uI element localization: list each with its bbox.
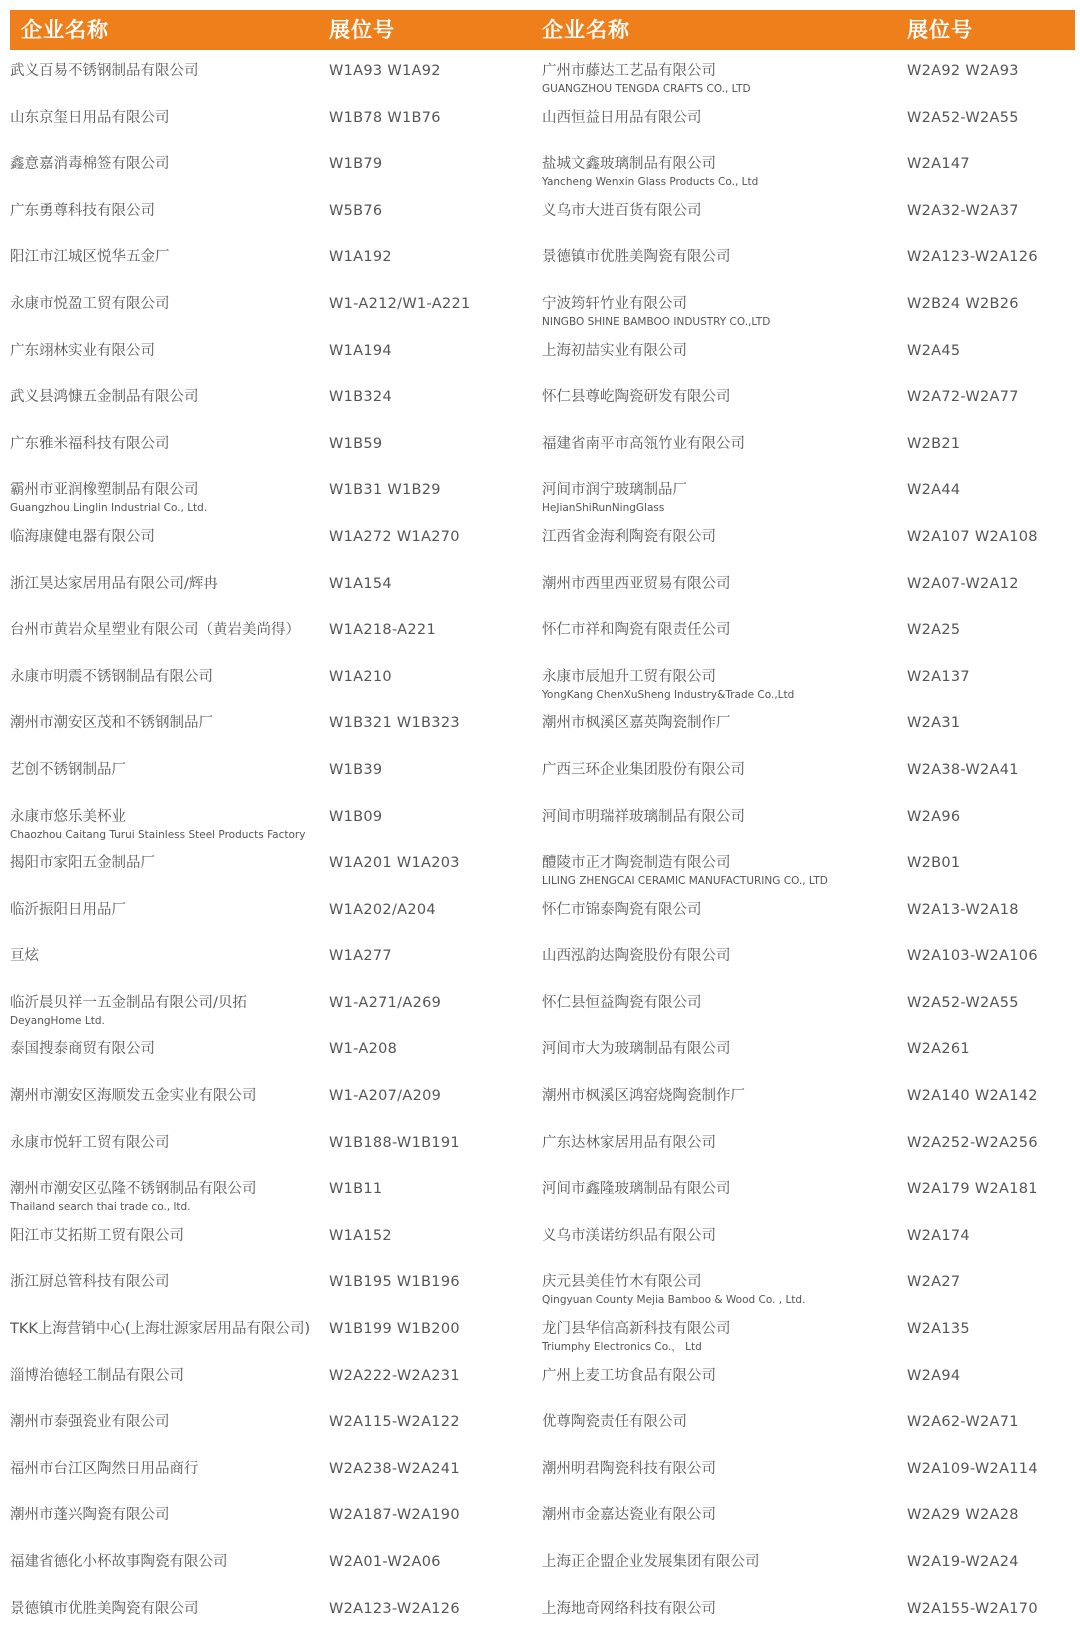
table-row <box>0 1075 1080 1122</box>
company-name-zh: 武义百易不锈钢制品有限公司 <box>10 63 199 79</box>
booth-number-right: W2A179 W2A181 <box>907 1181 1038 1198</box>
booth-number-left: W1A201 W1A203 <box>329 855 460 872</box>
booth-number-right: W2A96 <box>907 808 961 825</box>
company-name-zh: 上海地奇网络科技有限公司 <box>542 1600 716 1617</box>
company-name-zh: 上海初喆实业有限公司 <box>542 342 687 359</box>
booth-number-left: W1A277 <box>329 948 392 965</box>
company-name-left <box>10 1601 199 1617</box>
table-row <box>0 1541 1080 1588</box>
company-name-left <box>10 1228 184 1244</box>
booth-number-right: W2A62-W2A71 <box>907 1414 1019 1431</box>
header-booth-left: 展位号 <box>329 18 395 42</box>
company-name-right <box>542 1321 731 1354</box>
company-name-zh: 广东达林家居用品有限公司 <box>542 1134 716 1151</box>
company-name-zh: 浙江昊达家居用品有限公司/辉冉 <box>10 575 218 592</box>
booth-number-left: W1B39 <box>329 761 383 778</box>
table-row <box>0 236 1080 283</box>
company-name-right <box>542 622 731 638</box>
company-name-right <box>542 343 687 359</box>
company-name-en: HeJianShiRunNingGlass <box>542 502 665 515</box>
company-name-left <box>10 482 207 515</box>
booth-number-left: W1A192 <box>329 249 392 266</box>
company-name-zh: 潮州市枫溪区鸿窑烧陶瓷制作厂 <box>542 1088 745 1105</box>
booth-number-right: W2A32-W2A37 <box>907 202 1019 219</box>
booth-number-right: W2A38-W2A41 <box>907 761 1019 778</box>
company-name-zh: 潮州市金嘉达瓷业有限公司 <box>542 1507 716 1524</box>
company-name-left <box>10 343 155 359</box>
table-row <box>0 1215 1080 1262</box>
booth-number-right: W2A29 W2A28 <box>907 1507 1019 1524</box>
company-name-left <box>10 436 170 452</box>
company-name-zh: 福州市台江区陶然日用品商行 <box>10 1460 199 1477</box>
company-name-left <box>10 809 305 842</box>
company-name-left <box>10 622 300 638</box>
booth-number-right: W2A123-W2A126 <box>907 249 1038 266</box>
booth-number-left: W2A123-W2A126 <box>329 1600 460 1617</box>
company-name-zh: 盐城文鑫玻璃制品有限公司 <box>542 156 716 173</box>
booth-number-left: W1B195 W1B196 <box>329 1274 460 1291</box>
company-name-left <box>10 1041 155 1057</box>
company-name-right <box>542 1414 687 1430</box>
company-name-zh: 广东勇尊科技有限公司 <box>10 202 155 219</box>
header-company-name-right: 企业名称 <box>542 18 630 42</box>
company-name-en: YongKang ChenXuSheng Industry&Trade Co.,Ltd <box>542 688 795 701</box>
company-name-left <box>10 1088 257 1104</box>
booth-number-right: W2A252-W2A256 <box>907 1134 1038 1151</box>
table-row <box>0 1588 1080 1635</box>
company-name-right <box>542 809 745 825</box>
booth-number-right: W2A72-W2A77 <box>907 389 1019 406</box>
booth-number-left: W1A272 W1A270 <box>329 528 460 545</box>
company-name-left <box>10 110 170 126</box>
company-name-right <box>542 110 702 126</box>
company-name-left <box>10 389 199 405</box>
company-name-en: GUANGZHOU TENGDA CRAFTS CO., LTD <box>542 83 751 95</box>
company-name-zh: 义乌市大进百货有限公司 <box>542 202 702 219</box>
company-name-right <box>542 1368 716 1384</box>
company-name-left <box>10 529 155 545</box>
company-name-left <box>10 855 155 871</box>
company-name-left <box>10 63 199 79</box>
table-row <box>0 50 1080 97</box>
company-name-zh: 临沂振阳日用品厂 <box>10 901 126 918</box>
table-row <box>0 1261 1080 1308</box>
company-name-en: Qingyuan County Mejia Bamboo & Wood Co. , Ltd. <box>542 1294 806 1307</box>
table-header <box>10 10 1075 50</box>
company-name-zh: 河间市鑫隆玻璃制品有限公司 <box>542 1181 731 1198</box>
company-name-zh: 台州市黄岩众星塑业有限公司（黄岩美尚得） <box>10 622 300 639</box>
booth-number-left: W5B76 <box>329 202 383 219</box>
exhibitor-table <box>0 50 1080 1634</box>
booth-number-left: W1B09 <box>329 808 383 825</box>
booth-number-right: W2A107 W2A108 <box>907 528 1038 545</box>
company-name-left <box>10 1274 170 1290</box>
table-row <box>0 1122 1080 1169</box>
booth-number-left: W1B324 <box>329 389 392 406</box>
company-name-zh: 永康市悠乐美杯业 <box>10 808 126 825</box>
table-row <box>0 935 1080 982</box>
booth-number-left: W1A194 <box>329 342 392 359</box>
booth-number-right: W2B24 W2B26 <box>907 295 1019 312</box>
booth-number-left: W1-A208 <box>329 1041 398 1058</box>
company-name-right <box>542 249 731 265</box>
company-name-zh: 山东京玺日用品有限公司 <box>10 109 170 126</box>
table-row <box>0 842 1080 889</box>
booth-number-right: W2A94 <box>907 1367 961 1384</box>
company-name-en: DeyangHome Ltd. <box>10 1014 105 1027</box>
table-row <box>0 702 1080 749</box>
company-name-right <box>542 669 794 702</box>
header-booth-right: 展位号 <box>907 18 973 42</box>
company-name-zh: 河间市大为玻璃制品有限公司 <box>542 1041 731 1058</box>
company-name-zh: 景德镇市优胜美陶瓷有限公司 <box>10 1600 199 1617</box>
company-name-right <box>542 63 751 96</box>
company-name-zh: 潮州市蓬兴陶瓷有限公司 <box>10 1507 170 1524</box>
company-name-right <box>542 1554 760 1570</box>
booth-number-left: W1B321 W1B323 <box>329 715 460 732</box>
company-name-right <box>542 436 745 452</box>
booth-number-left: W1A218-A221 <box>329 622 436 639</box>
table-row <box>0 563 1080 610</box>
company-name-left <box>10 1554 228 1570</box>
company-name-zh: 揭阳市家阳五金制品厂 <box>10 855 155 872</box>
booth-number-right: W2A103-W2A106 <box>907 948 1038 965</box>
company-name-right <box>542 855 828 888</box>
booth-number-left: W2A01-W2A06 <box>329 1554 441 1570</box>
company-name-right <box>542 1135 716 1151</box>
booth-number-left: W1A210 <box>329 668 392 685</box>
company-name-left <box>10 1181 257 1214</box>
booth-number-left: W1B31 W1B29 <box>329 482 441 499</box>
booth-number-right: W2A92 W2A93 <box>907 63 1019 79</box>
table-row <box>0 190 1080 237</box>
booth-number-left: W2A222-W2A231 <box>329 1367 460 1384</box>
booth-number-right: W2A52-W2A55 <box>907 994 1019 1011</box>
company-name-left <box>10 1507 170 1523</box>
company-name-zh: 福建省南平市高瓴竹业有限公司 <box>542 435 745 452</box>
booth-number-right: W2A261 <box>907 1041 970 1058</box>
table-row <box>0 889 1080 936</box>
company-name-right <box>542 762 745 778</box>
table-row <box>0 982 1080 1029</box>
table-row <box>0 656 1080 703</box>
company-name-zh: 潮州市泰强瓷业有限公司 <box>10 1414 170 1431</box>
company-name-zh: 山西泓韵达陶瓷股份有限公司 <box>542 948 731 965</box>
company-name-zh: 江西省金海利陶瓷有限公司 <box>542 528 716 545</box>
company-name-en: NINGBO SHINE BAMBOO INDUSTRY CO.,LTD <box>542 315 771 328</box>
booth-number-right: W2B21 <box>907 435 961 452</box>
company-name-right <box>542 1601 716 1617</box>
company-name-left <box>10 762 126 778</box>
booth-number-right: W2A155-W2A170 <box>907 1600 1038 1617</box>
company-name-left <box>10 1135 170 1151</box>
company-name-left <box>10 576 218 592</box>
company-name-left <box>10 948 39 964</box>
booth-number-right: W2A44 <box>907 482 961 499</box>
table-row <box>0 1308 1080 1355</box>
company-name-zh: 河间市润宁玻璃制品厂 <box>542 482 687 499</box>
company-name-en: Yancheng Wenxin Glass Products Co., Ltd <box>542 176 759 189</box>
company-name-left <box>10 156 170 172</box>
table-row <box>0 423 1080 470</box>
company-name-left <box>10 1368 184 1384</box>
table-row <box>0 283 1080 330</box>
company-name-zh: 醴陵市正才陶瓷制造有限公司 <box>542 855 731 872</box>
booth-number-right: W2A07-W2A12 <box>907 575 1019 592</box>
table-row <box>0 516 1080 563</box>
company-name-zh: 广西三环企业集团股份有限公司 <box>542 761 745 778</box>
company-name-left <box>10 669 213 685</box>
company-name-zh: 广州市藤达工艺品有限公司 <box>542 63 716 79</box>
table-row <box>0 97 1080 144</box>
company-name-zh: 河间市明瑞祥玻璃制品有限公司 <box>542 808 745 825</box>
company-name-zh: 广东雅米福科技有限公司 <box>10 435 170 452</box>
booth-number-right: W2A137 <box>907 668 970 685</box>
company-name-left <box>10 715 213 731</box>
company-name-en: Chaozhou Caitang Turui Stainless Steel Products Factory <box>10 828 306 841</box>
company-name-left <box>10 902 126 918</box>
booth-number-right: W2A45 <box>907 342 961 359</box>
company-name-right <box>542 1461 716 1477</box>
booth-number-left: W1B11 <box>329 1181 383 1198</box>
company-name-zh: 永康市明震不锈钢制品有限公司 <box>10 668 213 685</box>
company-name-zh: 泰国搜泰商贸有限公司 <box>10 1041 155 1058</box>
table-row <box>0 1448 1080 1495</box>
company-name-zh: TKK上海营销中心(上海壮源家居用品有限公司) <box>10 1321 311 1338</box>
table-row <box>0 1494 1080 1541</box>
company-name-zh: 浙江厨总管科技有限公司 <box>10 1274 170 1291</box>
company-name-en: Thailand search thai trade co., ltd. <box>10 1201 191 1214</box>
booth-number-right: W2A109-W2A114 <box>907 1460 1038 1477</box>
company-name-right <box>542 1274 805 1307</box>
company-name-left <box>10 1321 310 1337</box>
company-name-left <box>10 296 170 312</box>
company-name-right <box>542 156 758 189</box>
booth-number-left: W1B79 <box>329 156 383 173</box>
booth-number-right: W2A135 <box>907 1321 970 1338</box>
company-name-zh: 永康市辰旭升工贸有限公司 <box>542 668 716 685</box>
table-row <box>0 749 1080 796</box>
company-name-zh: 福建省德化小杯故事陶瓷有限公司 <box>10 1554 228 1570</box>
company-name-zh: 上海正企盟企业发展集团有限公司 <box>542 1554 760 1570</box>
company-name-zh: 龙门县华信高新科技有限公司 <box>542 1321 731 1338</box>
table-row <box>0 469 1080 516</box>
booth-number-left: W1B59 <box>329 435 383 452</box>
table-row <box>0 1028 1080 1075</box>
company-name-zh: 永康市悦盈工贸有限公司 <box>10 295 170 312</box>
booth-number-right: W2B01 <box>907 855 961 872</box>
company-name-zh: 怀仁县尊屹陶瓷研发有限公司 <box>542 389 731 406</box>
company-name-zh: 潮州明君陶瓷科技有限公司 <box>542 1460 716 1477</box>
company-name-zh: 鑫意嘉消毒棉签有限公司 <box>10 156 170 173</box>
booth-number-left: W1-A212/W1-A221 <box>329 295 471 312</box>
company-name-zh: 庆元县美佳竹木有限公司 <box>542 1274 702 1291</box>
company-name-zh: 阳江市江城区悦华五金厂 <box>10 249 170 266</box>
company-name-right <box>542 1088 745 1104</box>
company-name-zh: 亘炫 <box>10 948 39 965</box>
booth-number-right: W2A31 <box>907 715 961 732</box>
company-name-zh: 霸州市亚润橡塑制品有限公司 <box>10 482 199 499</box>
company-name-zh: 义乌市渼诺纺织品有限公司 <box>542 1227 716 1244</box>
booth-number-left: W1B199 W1B200 <box>329 1321 460 1338</box>
booth-number-left: W1B188-W1B191 <box>329 1134 460 1151</box>
booth-number-right: W2A140 W2A142 <box>907 1088 1038 1105</box>
table-row <box>0 330 1080 377</box>
booth-number-right: W2A147 <box>907 156 970 173</box>
booth-number-right: W2A27 <box>907 1274 961 1291</box>
company-name-zh: 怀仁市锦泰陶瓷有限公司 <box>542 901 702 918</box>
company-name-zh: 山西恒益日用品有限公司 <box>542 109 702 126</box>
booth-number-left: W1A154 <box>329 575 392 592</box>
company-name-left <box>10 1461 199 1477</box>
booth-number-left: W2A238-W2A241 <box>329 1460 460 1477</box>
company-name-zh: 艺创不锈钢制品厂 <box>10 761 126 778</box>
company-name-left <box>10 203 155 219</box>
company-name-zh: 景德镇市优胜美陶瓷有限公司 <box>542 249 731 266</box>
company-name-right <box>542 576 731 592</box>
table-row <box>0 143 1080 190</box>
booth-number-left: W2A187-W2A190 <box>329 1507 460 1524</box>
table-row <box>0 1401 1080 1448</box>
table-row <box>0 796 1080 843</box>
company-name-zh: 临沂晨贝祥一五金制品有限公司/贝拓 <box>10 994 247 1011</box>
company-name-zh: 怀仁市祥和陶瓷有限责任公司 <box>542 622 731 639</box>
company-name-right <box>542 482 687 515</box>
company-name-right <box>542 529 716 545</box>
booth-number-left: W1A202/A204 <box>329 901 436 918</box>
company-name-en: LILING ZHENGCAI CERAMIC MANUFACTURING CO., LTD <box>542 875 828 888</box>
company-name-right <box>542 1507 716 1523</box>
company-name-zh: 广东翊林实业有限公司 <box>10 342 155 359</box>
booth-number-left: W1-A207/A209 <box>329 1088 442 1105</box>
company-name-left <box>10 1414 170 1430</box>
booth-number-right: W2A13-W2A18 <box>907 901 1019 918</box>
company-name-right <box>542 296 770 329</box>
company-name-zh: 潮州市枫溪区嘉英陶瓷制作厂 <box>542 715 731 732</box>
booth-number-left: W1B78 W1B76 <box>329 109 441 126</box>
company-name-zh: 潮州市潮安区海顺发五金实业有限公司 <box>10 1088 257 1105</box>
booth-number-left: W1A152 <box>329 1227 392 1244</box>
table-row <box>0 609 1080 656</box>
company-name-zh: 淄博治德轻工制品有限公司 <box>10 1367 184 1384</box>
company-name-right <box>542 995 702 1011</box>
booth-number-left: W2A115-W2A122 <box>329 1414 460 1431</box>
header-company-name-left: 企业名称 <box>21 18 109 42</box>
company-name-right <box>542 1228 716 1244</box>
company-name-zh: 潮州市西里西亚贸易有限公司 <box>542 575 731 592</box>
company-name-zh: 潮州市潮安区茂和不锈钢制品厂 <box>10 715 213 732</box>
company-name-zh: 潮州市潮安区弘隆不锈钢制品有限公司 <box>10 1181 257 1198</box>
table-row <box>0 1168 1080 1215</box>
company-name-zh: 临海康健电器有限公司 <box>10 528 155 545</box>
company-name-right <box>542 715 731 731</box>
company-name-right <box>542 1181 731 1197</box>
company-name-right <box>542 389 731 405</box>
booth-number-left: W1A93 W1A92 <box>329 63 441 79</box>
table-row <box>0 1355 1080 1402</box>
company-name-right <box>542 902 702 918</box>
company-name-zh: 永康市悦轩工贸有限公司 <box>10 1134 170 1151</box>
booth-number-right: W2A25 <box>907 622 961 639</box>
booth-number-right: W2A52-W2A55 <box>907 109 1019 126</box>
company-name-zh: 武义县鸿慷五金制品有限公司 <box>10 389 199 406</box>
company-name-zh: 优尊陶瓷责任有限公司 <box>542 1414 687 1431</box>
company-name-zh: 广州上麦工坊食品有限公司 <box>542 1367 716 1384</box>
company-name-en: Triumphy Electronics Co.， Ltd <box>542 1341 702 1354</box>
table-row <box>0 376 1080 423</box>
booth-number-left: W1-A271/A269 <box>329 994 442 1011</box>
company-name-left <box>10 995 247 1028</box>
company-name-left <box>10 249 170 265</box>
company-name-zh: 怀仁县恒益陶瓷有限公司 <box>542 994 702 1011</box>
company-name-right <box>542 1041 731 1057</box>
booth-number-right: W2A174 <box>907 1227 970 1244</box>
company-name-right <box>542 203 702 219</box>
company-name-en: Guangzhou Linglin Industrial Co., Ltd. <box>10 502 208 515</box>
booth-number-right: W2A19-W2A24 <box>907 1554 1019 1570</box>
company-name-right <box>542 948 731 964</box>
company-name-zh: 宁波筠轩竹业有限公司 <box>542 295 687 312</box>
company-name-zh: 阳江市艾拓斯工贸有限公司 <box>10 1227 184 1244</box>
